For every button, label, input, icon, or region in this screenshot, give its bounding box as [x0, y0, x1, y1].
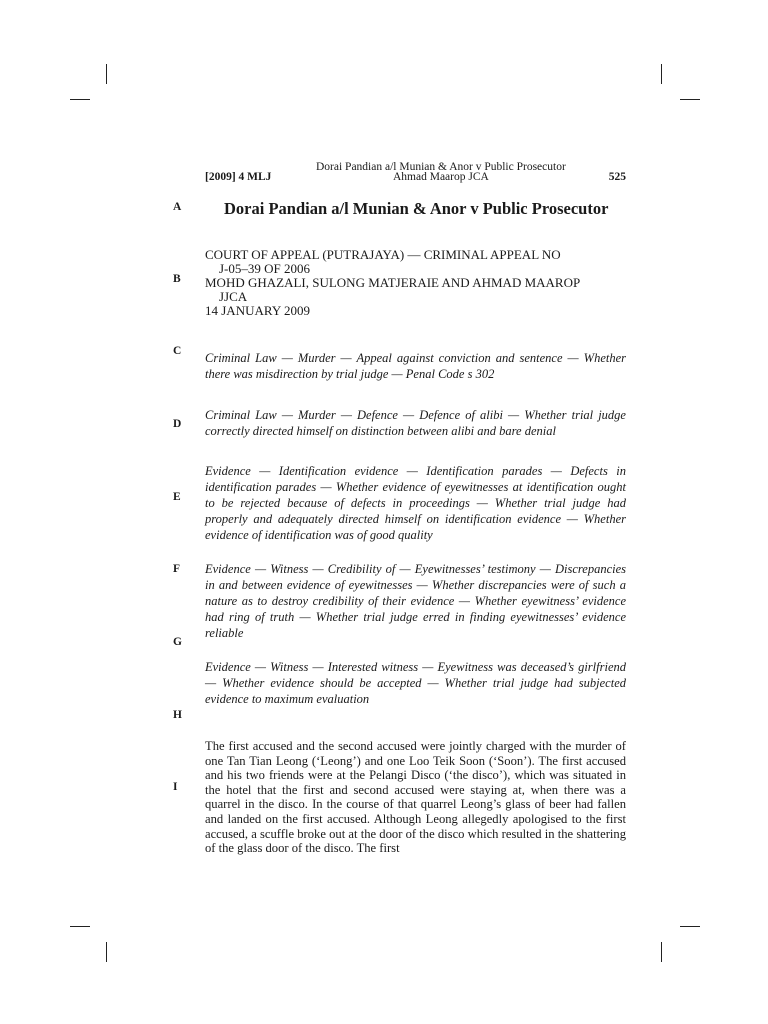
- catchword-paragraph: Criminal Law — Murder — Defence — Defence of alibi — Whether trial judge correctly directed himself on distinction between alibi and bare denial: [205, 408, 626, 438]
- catchword-paragraph: Criminal Law — Murder — Appeal against conviction and sentence — Whether there was misdirection by trial judge — Penal Code s 302: [205, 351, 626, 381]
- crop-mark: [70, 99, 90, 100]
- citation: [2009] 4 MLJ: [205, 171, 272, 183]
- decision-date: 14 JANUARY 2009: [205, 303, 310, 318]
- court-line: J-05–39 OF 2006: [219, 261, 311, 276]
- margin-letter-h: H: [173, 709, 182, 721]
- margin-letter-c: C: [173, 345, 182, 357]
- crop-mark: [661, 942, 662, 962]
- crop-mark: [661, 64, 662, 84]
- page-number: 525: [608, 171, 626, 183]
- margin-letter-b: B: [173, 273, 181, 285]
- margin-letter-a: A: [173, 201, 182, 213]
- crop-mark: [106, 64, 107, 84]
- margin-letter-g: G: [173, 636, 182, 648]
- crop-mark: [680, 926, 700, 927]
- margin-letter-d: D: [173, 418, 182, 430]
- case-title: Dorai Pandian a/l Munian & Anor v Public Prosecutor: [224, 199, 609, 218]
- catchword-paragraph: Evidence — Witness — Credibility of — Eyewitnesses’ testimony — Discrepancies in and between evidence of eyewitnesses — Whether discrepancies were of such a nature as to destroy credibility of their evidence — Whether eyewitness’ evidence had ring of truth — Whether trial judge erred in finding eyewitnesses’ evidence reliable: [205, 562, 626, 640]
- court-line: COURT OF APPEAL (PUTRAJAYA) — CRIMINAL APPEAL NO: [205, 247, 561, 262]
- margin-letter-f: F: [173, 563, 181, 575]
- crop-mark: [680, 99, 700, 100]
- court-line: JJCA: [219, 289, 248, 304]
- crop-mark: [70, 926, 90, 927]
- crop-mark: [106, 942, 107, 962]
- catchword-paragraph: Evidence — Witness — Interested witness — Eyewitness was deceased’s girlfriend — Whether evidence should be accepted — Whether trial judge had subjected evidence to maximum evaluation: [205, 660, 626, 706]
- catchword-paragraph: Evidence — Identification evidence — Identification parades — Defects in identification parades — Whether evidence of eyewitnesses at identification ought to be rejected because of defects in proceedings — Whether trial judge had properly and adequately directed himself on identification evidence — Whether evidence of identification was of good quality: [205, 464, 626, 542]
- margin-letter-i: I: [173, 781, 178, 793]
- running-title: Dorai Pandian a/l Munian & Anor v Public Prosecutor: [316, 161, 566, 173]
- court-info: [205, 248, 626, 318]
- body-paragraph: The first accused and the second accused were jointly charged with the murder of one Tan Tian Leong (‘Leong’) and one Loo Teik Soon (‘Soon’). The first accused and his two friends were at the Pelangi Disco (‘the disco’), which was situated in the hotel that the first and second accused were staying at, when there was a quarrel in the disco. In the course of that quarrel Leong’s glass of beer had fallen and landed on the first accused. Although Leong allegedly apologised to the first accused, a scuffle broke out at the door of the disco which resulted in the shattering of the glass door of the disco. The first: [205, 739, 626, 856]
- court-line: MOHD GHAZALI, SULONG MATJERAIE AND AHMAD MAAROP: [205, 275, 581, 290]
- judge-name: Ahmad Maarop JCA: [393, 171, 489, 183]
- margin-letter-e: E: [173, 491, 181, 503]
